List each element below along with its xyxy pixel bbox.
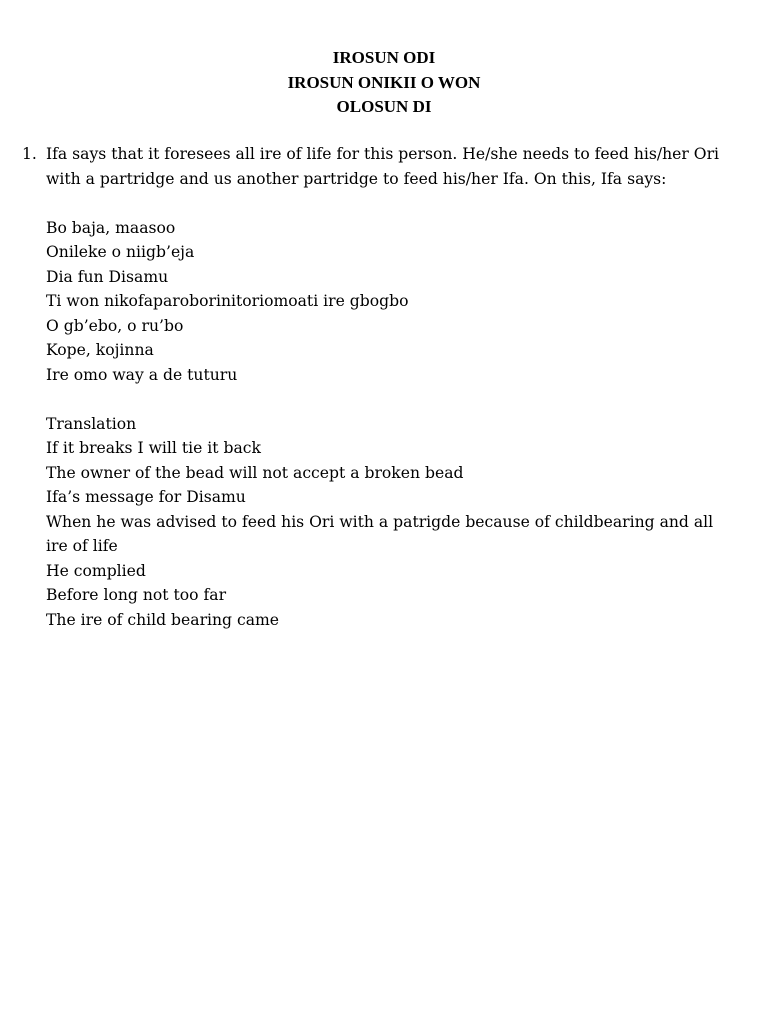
verse-block <box>46 216 732 388</box>
translation-line: He complied <box>46 561 146 580</box>
numbered-item <box>22 142 732 632</box>
verse-line: Kope, kojinna <box>46 341 154 359</box>
translation-line: The ire of child bearing came <box>46 610 280 629</box>
document-body <box>22 142 732 632</box>
verse-line: Dia fun Disamu <box>46 267 169 286</box>
translation-heading: Translation <box>46 414 137 433</box>
translation-line: When he was advised to feed his Ori with a patrigde because of childbearing and all ire of life <box>46 512 714 555</box>
translation-line: If it breaks I will tie it back <box>46 439 261 457</box>
translation-line: Before long not too far <box>46 586 227 604</box>
document-title-block <box>0 46 768 120</box>
translation-line: Ifa’s message for Disamu <box>46 488 246 506</box>
verse-line: Ire omo way a de tuturu <box>46 365 238 384</box>
translation-block <box>46 412 732 633</box>
title-line-3: OLOSUN DI <box>336 97 432 116</box>
spacer <box>46 387 732 412</box>
title-line-1: IROSUN ODI <box>332 48 436 67</box>
spacer <box>46 191 732 216</box>
translation-line: The owner of the bead will not accept a broken bead <box>46 463 464 482</box>
verse-line: O gb’ebo, o ru’bo <box>46 316 184 335</box>
intro-paragraph: Ifa says that it foresees all ire of life for this person. He/she needs to feed his/her Ori with a partridge and us another partridge to feed his/her Ifa. On this, Ifa says: <box>46 145 720 188</box>
verse-line: Ti won nikofaparoborinitoriomoati ire gbogbo <box>46 292 409 310</box>
verse-line: Bo baja, maasoo <box>46 218 176 237</box>
title-line-2: IROSUN ONIKII O WON <box>287 72 481 92</box>
item-number: 1. <box>22 145 37 163</box>
verse-line: Onileke o niigb’eja <box>46 243 195 261</box>
